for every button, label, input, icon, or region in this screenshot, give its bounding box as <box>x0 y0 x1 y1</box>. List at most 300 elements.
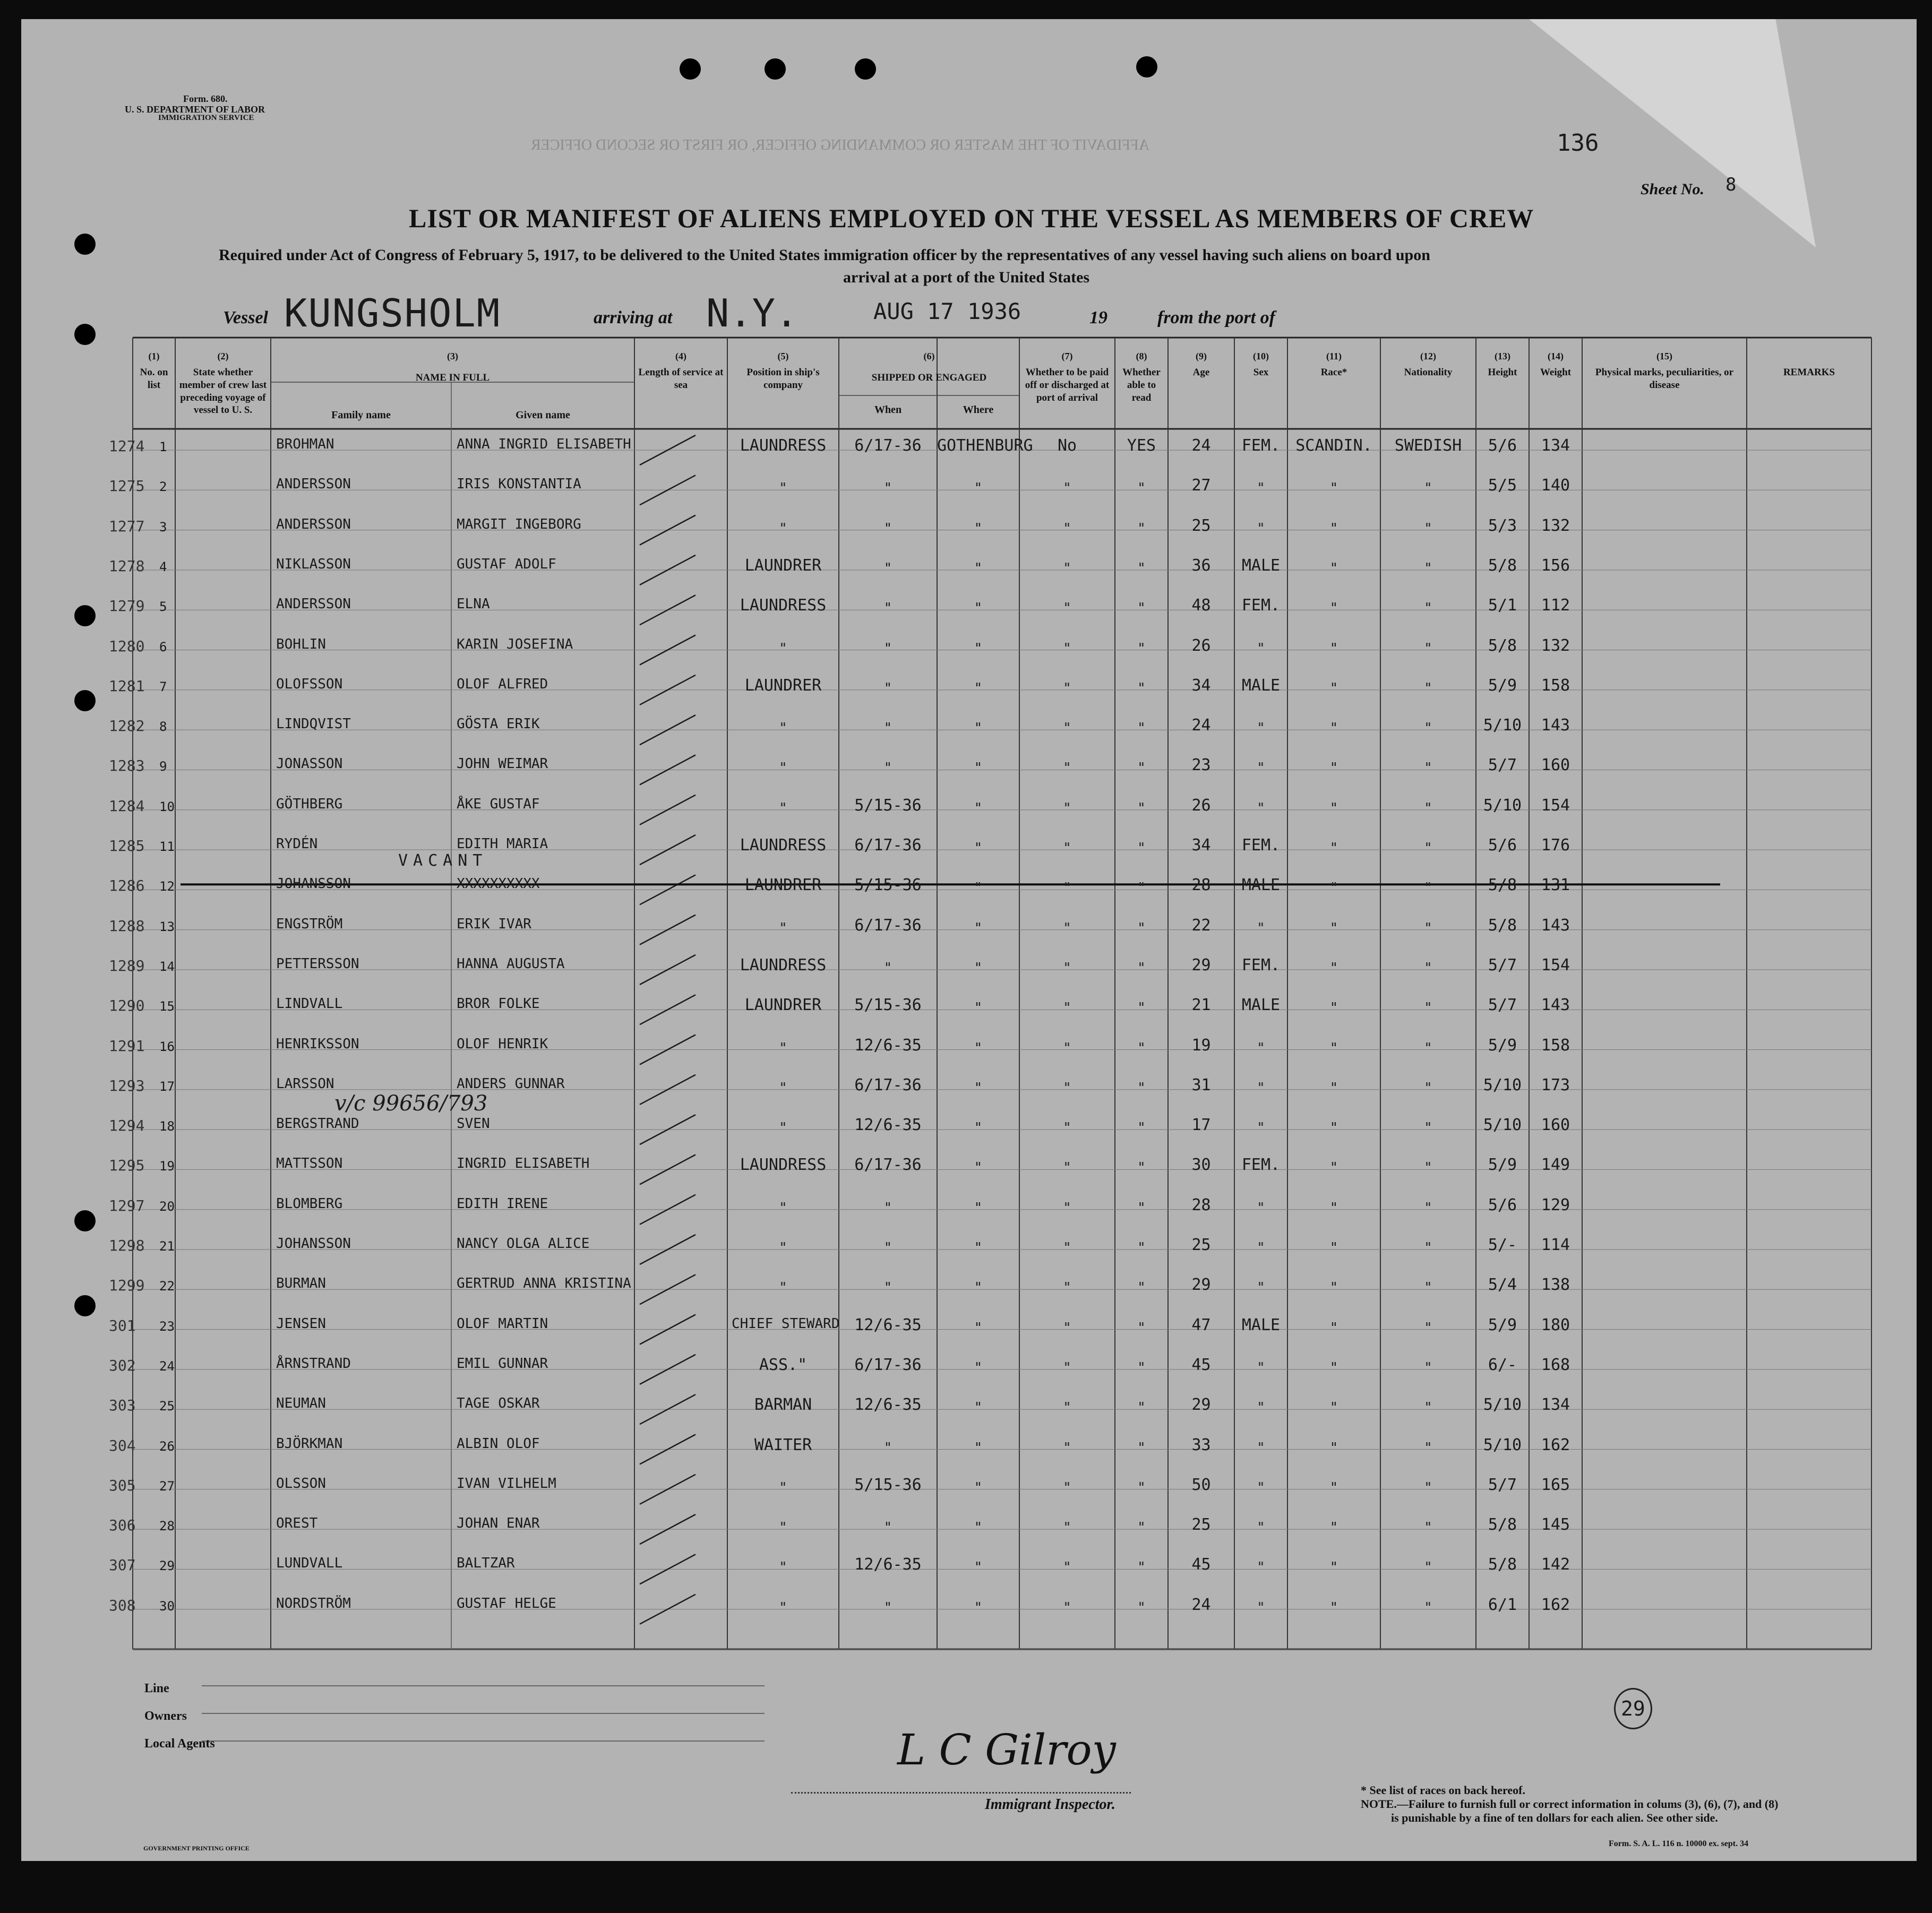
cell-weight: 140 <box>1541 476 1570 495</box>
cell-family: OLOFSSON <box>276 676 343 692</box>
line-label: Line <box>144 1682 169 1695</box>
cell-height: 6/- <box>1488 1355 1517 1374</box>
row-reference-number: 1293 <box>109 1076 145 1095</box>
cell-height: 5/10 <box>1483 1435 1522 1454</box>
cell-position: LAUNDRESS <box>740 955 827 975</box>
cell-position: LAUNDRER <box>744 876 822 895</box>
cell-nationality: " <box>1424 920 1432 936</box>
row-number: 13 <box>159 919 175 934</box>
cell-weight: 134 <box>1541 436 1570 455</box>
cell-given: MARGIT INGEBORG <box>457 516 581 532</box>
row-number: 20 <box>159 1199 175 1214</box>
cell-age: 21 <box>1191 996 1211 1015</box>
subtitle-line-2: arrival at a port of the United States <box>843 269 1090 286</box>
column-sublabel: When <box>874 404 902 416</box>
column-number: (14) <box>1548 351 1564 361</box>
cell-paid-off: " <box>1063 1160 1071 1176</box>
cell-race: " <box>1329 560 1338 576</box>
cell-nationality: " <box>1424 600 1432 617</box>
cell-family: PETTERSSON <box>276 955 359 972</box>
cell-where: " <box>974 1559 983 1576</box>
cell-when: 6/17-36 <box>854 1355 922 1374</box>
cell-given: SVEN <box>457 1116 490 1132</box>
cell-given: ANNA INGRID ELISABETH <box>457 436 631 452</box>
row-number: 27 <box>159 1478 175 1494</box>
cell-nationality: " <box>1424 960 1432 976</box>
cell-sex: MALE <box>1241 996 1281 1015</box>
cell-read: " <box>1137 480 1146 497</box>
column-number: (7) <box>1061 351 1073 361</box>
row-number: 8 <box>159 719 167 735</box>
penalty-note-1: NOTE.—Failure to furnish full or correct information in colums (3), (6), (7), and (8) <box>1361 1797 1779 1811</box>
form-number: Form. 680. <box>183 93 228 104</box>
column-label: Physical marks, peculiarities, or disease <box>1595 367 1734 391</box>
cell-read: " <box>1137 1320 1146 1336</box>
cell-height: 5/8 <box>1488 876 1517 895</box>
cell-weight: 142 <box>1541 1555 1570 1574</box>
cell-age: 29 <box>1191 955 1211 975</box>
cell-age: 24 <box>1191 1595 1211 1614</box>
cell-read: " <box>1137 1120 1146 1136</box>
cell-weight: 160 <box>1541 756 1570 775</box>
cell-race: " <box>1329 920 1338 936</box>
cell-read: " <box>1137 1080 1146 1096</box>
cell-given: OLOF MARTIN <box>457 1315 548 1332</box>
cell-sex: " <box>1257 1359 1265 1376</box>
cell-age: 36 <box>1191 556 1211 575</box>
cell-where: " <box>974 1280 983 1296</box>
cell-race: " <box>1329 960 1338 976</box>
cell-nationality: " <box>1424 1200 1432 1216</box>
cell-nationality: " <box>1424 1479 1432 1496</box>
cell-when: 6/17-36 <box>854 1156 922 1175</box>
cell-read: " <box>1137 840 1146 856</box>
cell-nationality: " <box>1424 640 1432 657</box>
cell-race: " <box>1329 480 1338 497</box>
cell-given: EMIL GUNNAR <box>457 1355 548 1372</box>
column-sublabel: Family name <box>331 409 391 421</box>
cell-race: " <box>1329 520 1338 537</box>
cell-height: 5/9 <box>1488 1315 1517 1334</box>
cell-height: 5/6 <box>1488 436 1517 455</box>
cell-nationality: " <box>1424 480 1432 497</box>
cell-height: 5/9 <box>1488 1156 1517 1175</box>
form-code: Form. S. A. L. 116 n. 10000 ex. sept. 34 <box>1609 1839 1749 1848</box>
row-number: 11 <box>159 839 175 854</box>
row-reference-number: 305 <box>109 1476 136 1494</box>
cell-height: 5/1 <box>1488 596 1517 615</box>
cell-sex: " <box>1257 480 1265 497</box>
cell-given: NANCY OLGA ALICE <box>457 1236 590 1252</box>
cell-read: " <box>1137 1440 1146 1456</box>
cell-read: " <box>1137 520 1146 537</box>
cell-paid-off: " <box>1063 1400 1071 1416</box>
row-number: 3 <box>159 519 167 535</box>
cell-weight: 112 <box>1541 596 1570 615</box>
cell-weight: 129 <box>1541 1195 1570 1214</box>
column-label: Age <box>1192 367 1210 378</box>
row-reference-number: 1284 <box>109 797 145 815</box>
cell-race: " <box>1329 1200 1338 1216</box>
column-label: NAME IN FULL <box>415 372 490 383</box>
cell-where: " <box>974 640 983 657</box>
cell-where: " <box>974 760 983 777</box>
cell-family: BERGSTRAND <box>276 1116 359 1132</box>
cell-family: OLSSON <box>276 1475 326 1492</box>
row-reference-number: 304 <box>109 1436 136 1454</box>
cell-where: " <box>974 560 983 576</box>
cell-position: " <box>779 1200 787 1216</box>
cell-when: 6/17-36 <box>854 1075 922 1095</box>
from-port-label: from the port of <box>1157 308 1275 328</box>
cell-height: 5/9 <box>1488 676 1517 695</box>
cell-sex: " <box>1257 1599 1265 1616</box>
row-reference-number: 1275 <box>109 477 145 495</box>
cell-family: BLOMBERG <box>276 1195 343 1212</box>
cell-family: BJÖRKMAN <box>276 1435 343 1452</box>
cell-paid-off: " <box>1063 1479 1071 1496</box>
cell-given: HANNA AUGUSTA <box>457 955 565 972</box>
cell-position: " <box>779 1120 787 1136</box>
cell-race: " <box>1329 680 1338 696</box>
cell-weight: 132 <box>1541 516 1570 535</box>
cell-height: 5/- <box>1488 1236 1517 1254</box>
vessel-label: Vessel <box>223 308 268 328</box>
cell-where: GOTHENBURG <box>937 436 1033 455</box>
cell-when: 5/15-36 <box>854 876 922 895</box>
cell-nationality: " <box>1424 1120 1432 1136</box>
cell-where: " <box>974 1440 983 1456</box>
cell-sex: " <box>1257 720 1265 737</box>
row-number: 4 <box>159 559 167 574</box>
cell-position: BARMAN <box>754 1395 812 1415</box>
cell-weight: 131 <box>1541 876 1570 895</box>
column-label: SHIPPED OR ENGAGED <box>871 372 987 383</box>
cell-position: " <box>779 1280 787 1296</box>
cell-height: 5/8 <box>1488 1515 1517 1535</box>
penalty-note-2: is punishable by a fine of ten dollars for each alien. See other side. <box>1391 1811 1718 1824</box>
cell-sex: FEM. <box>1241 436 1281 455</box>
row-number: 22 <box>159 1279 175 1294</box>
cell-height: 5/10 <box>1483 1075 1522 1095</box>
cell-age: 25 <box>1191 516 1211 535</box>
row-reference-number: 1291 <box>109 1037 145 1055</box>
column-label: Whether to be paid off or discharged at port of arrival <box>1025 367 1110 403</box>
row-reference-number: 1297 <box>109 1196 145 1214</box>
cell-position: " <box>779 1559 787 1576</box>
cell-race: " <box>1329 1080 1338 1096</box>
cell-given: BALTZAR <box>457 1555 515 1572</box>
cell-when: " <box>883 1200 892 1216</box>
row-reference-number: 1285 <box>109 837 145 855</box>
column-number: (15) <box>1656 351 1672 361</box>
cell-read: " <box>1137 1160 1146 1176</box>
cell-sex: " <box>1257 520 1265 537</box>
row-reference-number: 308 <box>109 1596 136 1614</box>
cell-race: " <box>1329 1520 1338 1536</box>
cell-family: LINDQVIST <box>276 716 351 733</box>
column-label: Sex <box>1253 367 1269 378</box>
cell-position: WAITER <box>754 1435 812 1454</box>
cell-race: " <box>1329 880 1338 897</box>
cell-read: " <box>1137 720 1146 737</box>
cell-paid-off: " <box>1063 1080 1071 1096</box>
cell-family: HENRIKSSON <box>276 1036 359 1052</box>
row-reference-number: 1298 <box>109 1237 145 1254</box>
page-number: 136 <box>1557 130 1599 157</box>
row-number: 29 <box>159 1558 175 1574</box>
cell-family: LUNDVALL <box>276 1555 343 1572</box>
cell-given: OLOF HENRIK <box>457 1036 548 1052</box>
cell-family: RYDÉN <box>276 836 318 852</box>
cell-when: " <box>883 600 892 617</box>
cell-race: " <box>1329 1240 1338 1256</box>
column-sublabel: Where <box>963 404 994 416</box>
cell-race: " <box>1329 1559 1338 1576</box>
cell-read: " <box>1137 760 1146 777</box>
column-label: Weight <box>1540 367 1572 378</box>
cell-position: " <box>779 1599 787 1616</box>
cell-given: XXXXXXXXXX <box>457 876 540 892</box>
cell-age: 47 <box>1191 1315 1211 1334</box>
cell-given: GUSTAF HELGE <box>457 1595 556 1612</box>
row-number: 15 <box>159 999 175 1014</box>
cell-when: " <box>883 960 892 976</box>
cell-weight: 168 <box>1541 1355 1570 1374</box>
cell-position: LAUNDRER <box>744 676 822 695</box>
cell-age: 25 <box>1191 1515 1211 1535</box>
cell-race: " <box>1329 1440 1338 1456</box>
row-reference-number: 1295 <box>109 1157 145 1175</box>
row-number: 25 <box>159 1399 175 1414</box>
row-reference-number: 1289 <box>109 956 145 975</box>
column-number: (10) <box>1253 351 1269 361</box>
cell-weight: 132 <box>1541 636 1570 655</box>
cell-nationality: " <box>1424 1040 1432 1056</box>
row-reference-number: 1299 <box>109 1277 145 1295</box>
date-stamp: AUG 17 1936 <box>873 298 1021 324</box>
cell-age: 23 <box>1191 756 1211 775</box>
cell-race: " <box>1329 1359 1338 1376</box>
printer-note: GOVERNMENT PRINTING OFFICE <box>143 1845 250 1852</box>
cell-family: GÖTHBERG <box>276 796 343 812</box>
cell-when: " <box>883 1280 892 1296</box>
cell-when: " <box>883 720 892 737</box>
cell-nationality: " <box>1424 680 1432 696</box>
cell-where: " <box>974 1400 983 1416</box>
cell-read: " <box>1137 680 1146 696</box>
cell-height: 5/4 <box>1488 1276 1517 1295</box>
cell-when: 12/6-35 <box>854 1395 922 1415</box>
cell-where: " <box>974 1000 983 1016</box>
cell-sex: MALE <box>1241 876 1281 895</box>
cell-position: CHIEF STEWARD <box>732 1315 840 1332</box>
cell-age: 26 <box>1191 796 1211 815</box>
row-reference-number: 1288 <box>109 917 145 935</box>
races-note: * See list of races on back hereof. <box>1361 1783 1525 1797</box>
row-reference-number: 1281 <box>109 677 145 695</box>
cell-age: 33 <box>1191 1435 1211 1454</box>
cell-race: " <box>1329 1320 1338 1336</box>
cell-when: 12/6-35 <box>854 1315 922 1334</box>
cell-given: EDITH IRENE <box>457 1195 548 1212</box>
cell-sex: " <box>1257 1240 1265 1256</box>
row-reference-number: 1283 <box>109 757 145 775</box>
cell-position: LAUNDRESS <box>740 836 827 855</box>
column-label: Length of service at sea <box>638 367 724 391</box>
cell-weight: 134 <box>1541 1395 1570 1415</box>
cell-given: IVAN VILHELM <box>457 1475 556 1492</box>
cell-age: 45 <box>1191 1555 1211 1574</box>
arriving-label: arriving at <box>594 308 673 328</box>
column-label: Nationality <box>1404 367 1453 378</box>
local-agents-label: Local Agents <box>144 1737 215 1751</box>
cell-paid-off: " <box>1063 600 1071 617</box>
cell-weight: 162 <box>1541 1435 1570 1454</box>
row-number: 17 <box>159 1079 175 1094</box>
cell-weight: 173 <box>1541 1075 1570 1095</box>
cell-position: " <box>779 1520 787 1536</box>
cell-height: 5/10 <box>1483 716 1522 735</box>
cell-age: 24 <box>1191 436 1211 455</box>
cell-family: NORDSTRÖM <box>276 1595 351 1612</box>
cell-race: " <box>1329 800 1338 816</box>
cell-when: 6/17-36 <box>854 836 922 855</box>
cell-when: " <box>883 560 892 576</box>
cell-read: " <box>1137 960 1146 976</box>
cell-given: ERIK IVAR <box>457 916 531 932</box>
cell-given: OLOF ALFRED <box>457 676 548 692</box>
cell-weight: 158 <box>1541 676 1570 695</box>
column-number: (8) <box>1136 351 1147 361</box>
cell-sex: " <box>1257 1280 1265 1296</box>
cell-position: " <box>779 480 787 497</box>
cell-paid-off: No <box>1057 436 1077 455</box>
cell-position: " <box>779 720 787 737</box>
cell-age: 50 <box>1191 1475 1211 1494</box>
cell-paid-off: " <box>1063 560 1071 576</box>
row-annotation: v/c 99656/793 <box>334 1091 488 1116</box>
cell-race: " <box>1329 1040 1338 1056</box>
circled-number: 29 <box>1614 1688 1652 1729</box>
vessel-name: KUNGSHOLM <box>284 291 501 335</box>
row-number: 14 <box>159 959 175 974</box>
cell-height: 5/6 <box>1488 1195 1517 1214</box>
cell-age: 26 <box>1191 636 1211 655</box>
cell-weight: 143 <box>1541 916 1570 935</box>
cell-height: 5/7 <box>1488 756 1517 775</box>
cell-nationality: " <box>1424 880 1432 897</box>
row-number: 21 <box>159 1239 175 1254</box>
cell-where: " <box>974 600 983 617</box>
cell-age: 24 <box>1191 716 1211 735</box>
row-reference-number: 302 <box>109 1356 136 1374</box>
cell-where: " <box>974 1160 983 1176</box>
cell-height: 5/5 <box>1488 476 1517 495</box>
cell-given: ELNA <box>457 596 490 613</box>
cell-family: LINDVALL <box>276 996 343 1012</box>
cell-given: JOHAN ENAR <box>457 1515 540 1532</box>
cell-given: BROR FOLKE <box>457 996 540 1012</box>
cell-race: " <box>1329 760 1338 777</box>
cell-sex: FEM. <box>1241 596 1281 615</box>
cell-when: " <box>883 480 892 497</box>
cell-read: " <box>1137 920 1146 936</box>
cell-where: " <box>974 1040 983 1056</box>
cell-nationality: SWEDISH <box>1394 436 1462 455</box>
sheet-label: Sheet No. <box>1641 180 1704 198</box>
row-number: 1 <box>159 440 167 454</box>
row-reference-number: 306 <box>109 1516 136 1535</box>
cell-read: " <box>1137 1520 1146 1536</box>
cell-family: JOHANSSON <box>276 1236 351 1252</box>
cell-given: EDITH MARIA <box>457 836 548 852</box>
cell-race: " <box>1329 720 1338 737</box>
cell-position: " <box>779 1240 787 1256</box>
cell-family: BROHMAN <box>276 436 334 452</box>
row-reference-number: 1294 <box>109 1117 145 1135</box>
column-number: (1) <box>148 351 160 361</box>
cell-sex: " <box>1257 760 1265 777</box>
cell-family: NIKLASSON <box>276 556 351 572</box>
cell-height: 5/8 <box>1488 1555 1517 1574</box>
column-number: (12) <box>1420 351 1436 361</box>
cell-age: 30 <box>1191 1156 1211 1175</box>
cell-read: " <box>1137 800 1146 816</box>
cell-family: JENSEN <box>276 1315 326 1332</box>
cell-family: ANDERSSON <box>276 476 351 493</box>
cell-nationality: " <box>1424 1599 1432 1616</box>
column-number: (3) <box>447 351 458 361</box>
cell-paid-off: " <box>1063 960 1071 976</box>
cell-sex: MALE <box>1241 556 1281 575</box>
cell-family: NEUMAN <box>276 1395 326 1412</box>
cell-when: " <box>883 640 892 657</box>
cell-given: ALBIN OLOF <box>457 1435 540 1452</box>
cell-where: " <box>974 960 983 976</box>
cell-where: " <box>974 480 983 497</box>
cell-when: " <box>883 1599 892 1616</box>
cell-when: " <box>883 1240 892 1256</box>
cell-paid-off: " <box>1063 480 1071 497</box>
cell-given: GERTRUD ANNA KRISTINA <box>457 1276 631 1292</box>
cell-race: SCANDIN. <box>1295 436 1372 455</box>
cell-when: 12/6-35 <box>854 1116 922 1135</box>
cell-race: " <box>1329 1479 1338 1496</box>
cell-family: BURMAN <box>276 1276 326 1292</box>
cell-height: 5/10 <box>1483 1395 1522 1415</box>
cell-sex: FEM. <box>1241 1156 1281 1175</box>
cell-paid-off: " <box>1063 640 1071 657</box>
cell-where: " <box>974 840 983 856</box>
signature-line <box>791 1792 1131 1794</box>
cell-nationality: " <box>1424 1440 1432 1456</box>
cell-position: " <box>779 920 787 936</box>
cell-race: " <box>1329 840 1338 856</box>
column-label: No. on list <box>140 367 168 391</box>
row-reference-number: 1282 <box>109 717 145 735</box>
cell-when: 6/17-36 <box>854 436 922 455</box>
cell-position: " <box>779 1040 787 1056</box>
cell-read: " <box>1137 1000 1146 1016</box>
cell-height: 6/1 <box>1488 1595 1517 1614</box>
cell-nationality: " <box>1424 1520 1432 1536</box>
cell-nationality: " <box>1424 1240 1432 1256</box>
cell-nationality: " <box>1424 560 1432 576</box>
inspector-label: Immigrant Inspector. <box>985 1796 1115 1813</box>
cell-family: BOHLIN <box>276 636 326 652</box>
cell-height: 5/7 <box>1488 1475 1517 1494</box>
